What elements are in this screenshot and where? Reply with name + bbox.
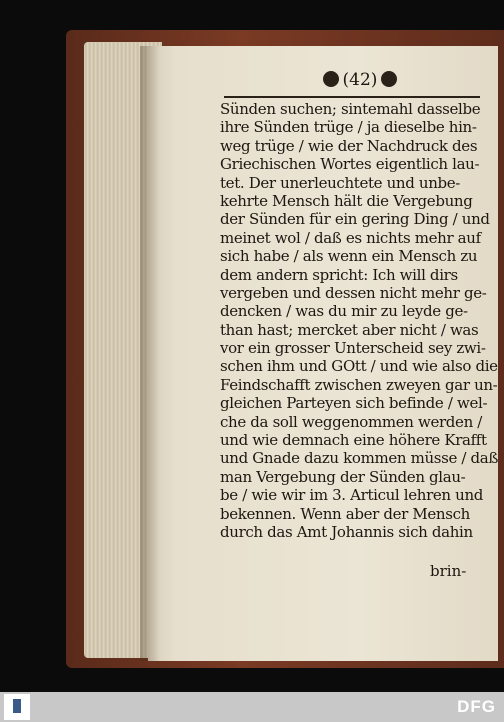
text-line: be / wie wir im 3. Articul lehren und bbox=[220, 486, 484, 505]
ornament-icon-left bbox=[323, 71, 339, 87]
spine-shadow bbox=[140, 46, 160, 661]
text-line: bekennen. Wenn aber der Mensch bbox=[220, 504, 470, 523]
text-line: schen ihm und GOtt / und wie also die bbox=[220, 357, 498, 376]
catchword: brin- bbox=[430, 562, 467, 580]
text-line: dem andern spricht: Ich will dirs bbox=[220, 265, 458, 284]
text-line: ihre Sünden trüge / ja dieselbe hin- bbox=[220, 118, 477, 137]
text-line: weg trüge / wie der Nachdruck des bbox=[220, 136, 478, 155]
text-line: Sünden suchen; sintemahl dasselbe bbox=[220, 100, 481, 118]
text-line: than hast; mercket aber nicht / was bbox=[220, 320, 479, 339]
text-line: durch das Amt Johannis sich dahin bbox=[220, 522, 473, 541]
text-line: dencken / was du mir zu leyde ge- bbox=[220, 302, 468, 321]
page-number: (42) bbox=[342, 70, 378, 90]
text-line: sich habe / als wenn ein Mensch zu bbox=[220, 247, 478, 266]
text-line: kehrte Mensch hält die Vergebung bbox=[220, 191, 473, 210]
text-line: und wie demnach eine höhere Krafft bbox=[220, 431, 487, 450]
text-line: tet. Der unerleuchtete und unbe- bbox=[220, 173, 461, 192]
text-line: Griechischen Wortes eigentlich lau- bbox=[220, 155, 480, 174]
header-rule bbox=[224, 96, 480, 98]
text-line: vergeben und dessen nicht mehr ge- bbox=[220, 283, 487, 302]
page-header bbox=[300, 70, 420, 90]
institution-logo-icon[interactable] bbox=[4, 694, 30, 720]
page-text bbox=[220, 100, 499, 541]
viewer-footer-bar bbox=[0, 692, 504, 722]
text-line: der Sünden für ein gering Ding / und bbox=[220, 210, 490, 229]
text-line: vor ein grosser Unterscheid sey zwi- bbox=[220, 339, 486, 358]
text-line: meinet wol / daß es nichts mehr auf bbox=[220, 228, 481, 247]
text-line: man Vergebung der Sünden glau- bbox=[220, 467, 466, 486]
dfg-logo[interactable]: DFG bbox=[457, 697, 496, 716]
text-line: che da soll weggenommen werden / bbox=[220, 412, 483, 431]
text-line: gleichen Parteyen sich befinde / wel- bbox=[220, 394, 488, 413]
text-line: und Gnade dazu kommen müsse / daß bbox=[220, 449, 499, 468]
ornament-icon-right bbox=[381, 71, 397, 87]
text-line: Feindschafft zwischen zweyen gar un- bbox=[220, 375, 498, 394]
